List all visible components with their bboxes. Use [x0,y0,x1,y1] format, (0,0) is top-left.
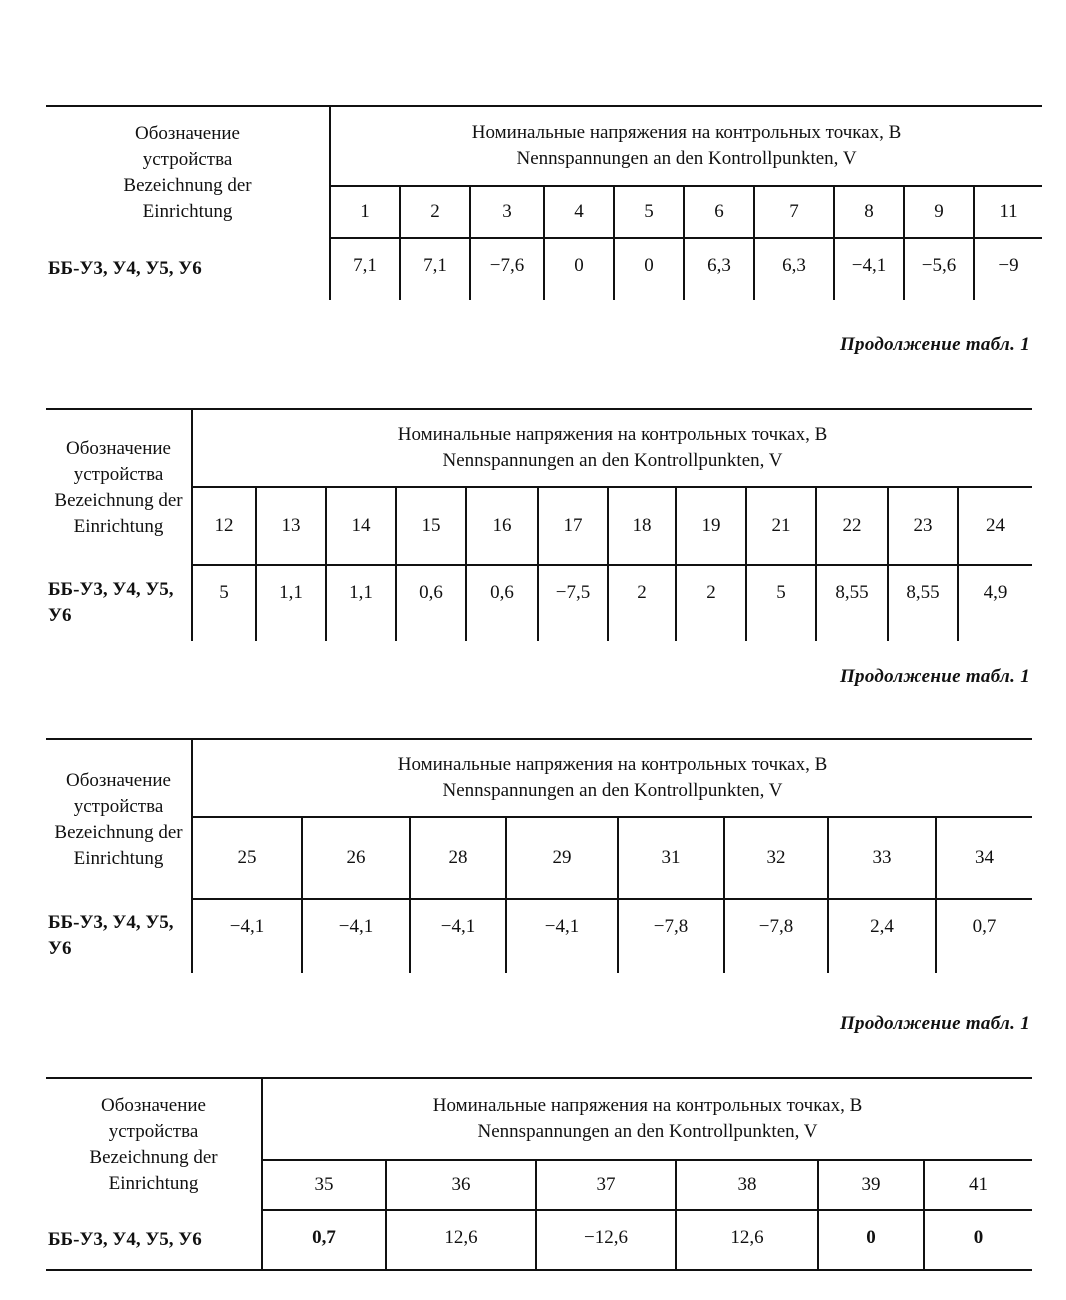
voltage-value: 12,6 [676,1210,818,1270]
voltage-header-ru: Номинальные напряжения на контрольных точках, В [397,424,828,445]
column-number: 26 [302,817,410,899]
designation-header [46,1078,262,1210]
designation-line: Einrichtung [108,1172,199,1194]
voltage-value: 8,55 [816,565,888,641]
designation-header [46,739,192,899]
column-number: 22 [816,487,888,565]
column-number: 39 [818,1160,924,1210]
column-number: 4 [544,186,614,238]
continuation-label: Продолжение табл. 1 [839,1013,1030,1034]
designation-header [46,106,330,238]
column-number: 15 [396,487,466,565]
voltage-value: −4,1 [834,238,904,300]
voltage-value: −7,8 [724,899,828,973]
voltage-value: 0,7 [936,899,1032,973]
column-number: 34 [936,817,1032,899]
voltage-value: 8,55 [888,565,958,641]
designation-line: устройства [73,463,164,485]
voltage-value: 7,1 [400,238,470,300]
column-number: 21 [746,487,816,565]
designation-header [46,409,192,565]
voltage-header [192,409,1032,487]
voltage-value: 5 [219,582,229,603]
voltage-value: 7,1 [353,255,377,276]
column-number: 18 [608,487,676,565]
voltage-value: 1,1 [326,565,396,641]
column-number: 41 [924,1160,1032,1210]
designation-line: Bezeichnung der [54,821,183,843]
column-number: 7 [754,186,834,238]
column-number: 24 [958,487,1032,565]
voltage-value: −12,6 [536,1210,676,1270]
column-number: 2 [400,186,470,238]
voltage-header-de: Nennspannungen an den Kontrollpunkten, V [477,1121,818,1142]
voltage-value: 0 [614,238,684,300]
column-number: 12 [192,487,256,565]
column-number: 3 [470,186,544,238]
continuation-label: Продолжение табл. 1 [839,334,1030,355]
voltage-value: 2 [676,565,746,641]
voltage-value: −9 [974,238,1042,300]
designation-line: Einrichtung [73,515,164,537]
column-number: 35 [262,1160,386,1210]
column-number: 6 [684,186,754,238]
voltage-value: 2 [608,565,676,641]
voltage-value: −4,1 [229,916,265,937]
designation-line: Обозначение [66,769,171,791]
voltage-value: 6,3 [754,238,834,300]
column-number: 11 [974,186,1042,238]
voltage-header [330,106,1042,186]
designation-line: устройства [73,795,164,817]
column-number: 17 [538,487,608,565]
voltage-value: 2,4 [828,899,936,973]
designation-line: устройства [142,148,233,170]
voltage-value: 6,3 [684,238,754,300]
voltage-header-ru: Номинальные напряжения на контрольных точках, В [397,754,828,775]
column-number: 19 [676,487,746,565]
column-number: 5 [614,186,684,238]
device-designation: ББ-У3, У4, У5, У6 [46,238,330,300]
voltage-value: 0 [818,1210,924,1270]
voltage-value: 12,6 [386,1210,536,1270]
column-number: 32 [724,817,828,899]
voltage-value: 0,6 [466,565,538,641]
column-number: 9 [904,186,974,238]
designation-line: Обозначение [66,437,171,459]
continuation-label: Продолжение табл. 1 [839,666,1030,687]
voltage-header [262,1078,1032,1160]
voltage-header-de: Nennspannungen an den Kontrollpunkten, V [442,780,783,801]
voltage-value: 0,7 [262,1210,386,1270]
voltage-value: −7,8 [618,899,724,973]
voltage-value: 5 [746,565,816,641]
device-designation: ББ-У3, У4, У5, У6 [46,565,192,641]
column-number: 38 [676,1160,818,1210]
designation-line: Einrichtung [142,200,233,222]
voltage-table-1 [46,105,1042,300]
designation-line: Обозначение [101,1094,206,1116]
column-number: 33 [828,817,936,899]
voltage-header-de: Nennspannungen an den Kontrollpunkten, V [442,450,783,471]
voltage-table-3 [46,738,1032,973]
column-number: 23 [888,487,958,565]
voltage-table-2 [46,408,1032,641]
voltage-header-ru: Номинальные напряжения на контрольных точках, В [432,1095,863,1116]
column-number: 37 [536,1160,676,1210]
column-number: 29 [506,817,618,899]
voltage-value: −4,1 [302,899,410,973]
column-number: 16 [466,487,538,565]
column-number: 31 [618,817,724,899]
designation-line: устройства [108,1120,199,1142]
voltage-value: −5,6 [904,238,974,300]
voltage-value: 1,1 [256,565,326,641]
voltage-value: 0 [924,1210,1032,1270]
designation-line: Обозначение [135,122,240,144]
voltage-value: −7,5 [538,565,608,641]
column-number: 13 [256,487,326,565]
column-number: 25 [192,817,302,899]
designation-line: Bezeichnung der [89,1146,218,1168]
column-number: 14 [326,487,396,565]
voltage-value: 0 [544,238,614,300]
designation-line: Einrichtung [73,847,164,869]
voltage-value: 0,6 [396,565,466,641]
voltage-header-de: Nennspannungen an den Kontrollpunkten, V [516,148,857,169]
column-number: 28 [410,817,506,899]
voltage-table-4 [46,1077,1032,1271]
designation-line: Bezeichnung der [54,489,183,511]
device-designation: ББ-У3, У4, У5, У6 [46,899,192,973]
device-designation: ББ-У3, У4, У5, У6 [46,1210,262,1270]
voltage-value: −4,1 [410,899,506,973]
voltage-value: −7,6 [470,238,544,300]
voltage-header [192,739,1032,817]
designation-line: Bezeichnung der [123,174,252,196]
column-number: 8 [834,186,904,238]
voltage-header-ru: Номинальные напряжения на контрольных точках, В [471,122,902,143]
column-number: 36 [386,1160,536,1210]
voltage-value: −4,1 [506,899,618,973]
column-number: 1 [330,186,400,238]
voltage-value: 4,9 [958,565,1032,641]
